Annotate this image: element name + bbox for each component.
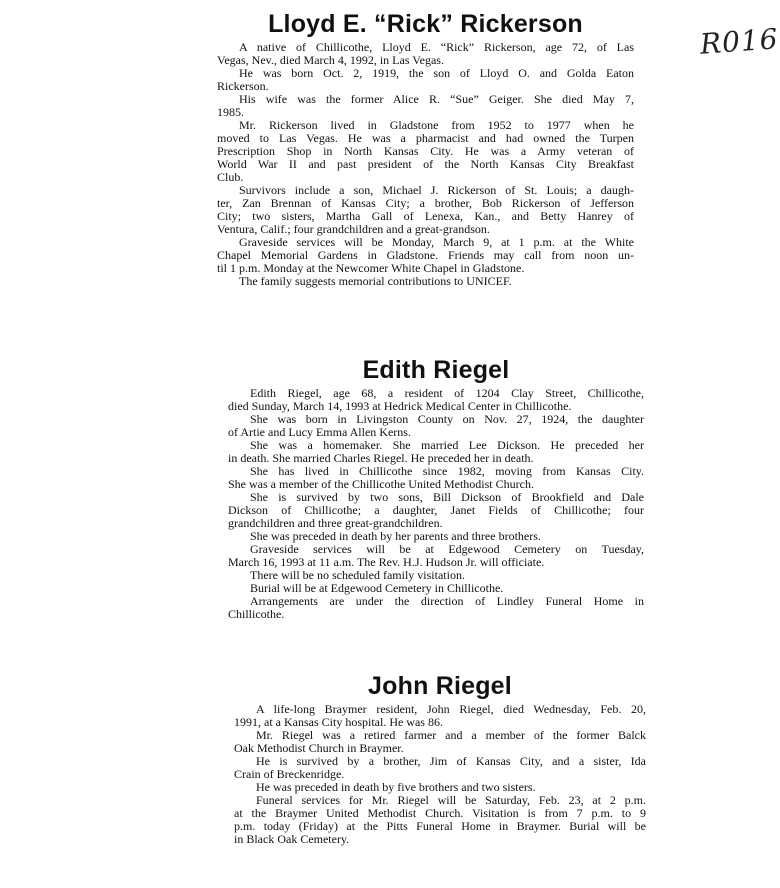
paragraph <box>228 387 644 413</box>
text-line: Chillicothe. <box>228 607 285 621</box>
text-line: There will be no scheduled family visitation. <box>250 568 465 582</box>
text-line: Mr. Riegel was a retired farmer and a member of the former Balck <box>256 728 646 742</box>
text-line: His wife was the former Alice R. “Sue” Geiger. She died May 7, <box>239 92 634 106</box>
obituary-lloyd-rickerson <box>217 10 634 288</box>
paragraph <box>228 413 644 439</box>
text-line: She was a member of the Chillicothe United Methodist Church. <box>228 477 534 491</box>
text-line: 1991, at a Kansas City hospital. He was 86. <box>234 715 443 729</box>
text-line: City; two sisters, Martha Gall of Lenexa, Kan., and Betty Hanrey of <box>217 209 634 223</box>
text-line: The family suggests memorial contributions to UNICEF. <box>239 274 512 288</box>
paragraph <box>217 119 634 184</box>
text-line: Prescription Shop in North Kansas City. He was a Army veteran of <box>217 144 634 158</box>
text-line: March 16, 1993 at 11 a.m. The Rev. H.J. Hudson Jr. will officiate. <box>228 555 545 569</box>
text-line: Vegas, Nev., died March 4, 1992, in Las Vegas. <box>217 53 444 67</box>
obituary-john-riegel <box>234 672 646 846</box>
text-line: She has lived in Chillicothe since 1982, moving from Kansas City. <box>250 464 644 478</box>
obituary-title: Edith Riegel <box>362 356 510 384</box>
text-line: grandchildren and three great-grandchildren. <box>228 516 443 530</box>
paragraph <box>234 794 646 846</box>
text-line: Ventura, Calif.; four grandchildren and a great-grandson. <box>217 222 490 236</box>
text-line: Arrangements are under the direction of Lindley Funeral Home in <box>250 594 644 608</box>
text-line: Graveside services will be Monday, March 9, at 1 p.m. at the White <box>239 235 634 249</box>
text-line: Funeral services for Mr. Riegel will be Saturday, Feb. 23, at 2 p.m. <box>256 793 646 807</box>
paragraph <box>217 67 634 93</box>
paragraph <box>228 595 644 621</box>
obituary-title: John Riegel <box>368 672 512 700</box>
text-line: moved to Las Vegas. He was a pharmacist and had owned the Turpen <box>217 131 634 145</box>
text-line: in death. She married Charles Riegel. He preceded her in death. <box>228 451 534 465</box>
text-line: Rickerson. <box>217 79 269 93</box>
obituary-body <box>217 41 634 288</box>
text-line: at the Braymer United Methodist Church. Visitation is from 7 p.m. to 9 <box>234 806 646 820</box>
text-line: p.m. today (Friday) at the Pitts Funeral Home in Braymer. Burial will be <box>234 819 646 833</box>
text-line: in Black Oak Cemetery. <box>234 832 350 846</box>
text-line: He was preceded in death by five brothers and two sisters. <box>256 780 536 794</box>
obituary-edith-riegel <box>228 356 644 621</box>
text-line: She was a homemaker. She married Lee Dickson. He preceded her <box>250 438 644 452</box>
paragraph <box>228 491 644 530</box>
text-line: Burial will be at Edgewood Cemetery in Chillicothe. <box>250 581 504 595</box>
paragraph <box>217 236 634 275</box>
text-line: A life-long Braymer resident, John Riegel, died Wednesday, Feb. 20, <box>256 702 646 716</box>
text-line: Crain of Breckenridge. <box>234 767 345 781</box>
paragraph <box>228 439 644 465</box>
paragraph <box>234 729 646 755</box>
paragraph <box>228 465 644 491</box>
text-line: 1985. <box>217 105 244 119</box>
text-line: Chapel Memorial Gardens in Gladstone. Friends may call from noon un- <box>217 248 634 262</box>
paragraph <box>217 93 634 119</box>
text-line: Club. <box>217 170 244 184</box>
paragraph <box>234 703 646 729</box>
text-line: died Sunday, March 14, 1993 at Hedrick Medical Center in Chillicothe. <box>228 399 572 413</box>
paragraph <box>217 275 634 288</box>
text-line: Edith Riegel, age 68, a resident of 1204 Clay Street, Chillicothe, <box>250 386 644 400</box>
text-line: ter, Zan Brennan of Kansas City; a brother, Bob Rickerson of Jefferson <box>217 196 634 210</box>
text-line: of Artie and Lucy Emma Allen Kerns. <box>228 425 411 439</box>
paragraph <box>228 543 644 569</box>
obituary-title: Lloyd E. “Rick” Rickerson <box>268 10 583 38</box>
text-line: World War II and past president of the North Kansas City Breakfast <box>217 157 634 171</box>
paragraph <box>234 755 646 781</box>
text-line: She was born in Livingston County on Nov. 27, 1924, the daughter <box>250 412 644 426</box>
obituary-body <box>234 703 646 846</box>
text-line: Oak Methodist Church in Braymer. <box>234 741 404 755</box>
text-line: Graveside services will be at Edgewood Cemetery on Tuesday, <box>250 542 644 556</box>
text-line: A native of Chillicothe, Lloyd E. “Rick” Rickerson, age 72, of Las <box>239 40 634 54</box>
paragraph <box>217 41 634 67</box>
handwritten-archive-code: R016 <box>698 22 780 61</box>
obituary-body <box>228 387 644 621</box>
text-line: He was born Oct. 2, 1919, the son of Lloyd O. and Golda Eaton <box>239 66 634 80</box>
text-line: Survivors include a son, Michael J. Rickerson of St. Louis; a daugh- <box>239 183 634 197</box>
text-line: He is survived by a brother, Jim of Kansas City, and a sister, Ida <box>256 754 646 768</box>
text-line: til 1 p.m. Monday at the Newcomer White Chapel in Gladstone. <box>217 261 525 275</box>
paragraph <box>217 184 634 236</box>
text-line: Dickson of Chillicothe; a daughter, Janet Fields of Chillicothe; four <box>228 503 644 517</box>
text-line: She was preceded in death by her parents and three brothers. <box>250 529 541 543</box>
text-line: She is survived by two sons, Bill Dickson of Brookfield and Dale <box>250 490 644 504</box>
text-line: Mr. Rickerson lived in Gladstone from 1952 to 1977 when he <box>239 118 634 132</box>
